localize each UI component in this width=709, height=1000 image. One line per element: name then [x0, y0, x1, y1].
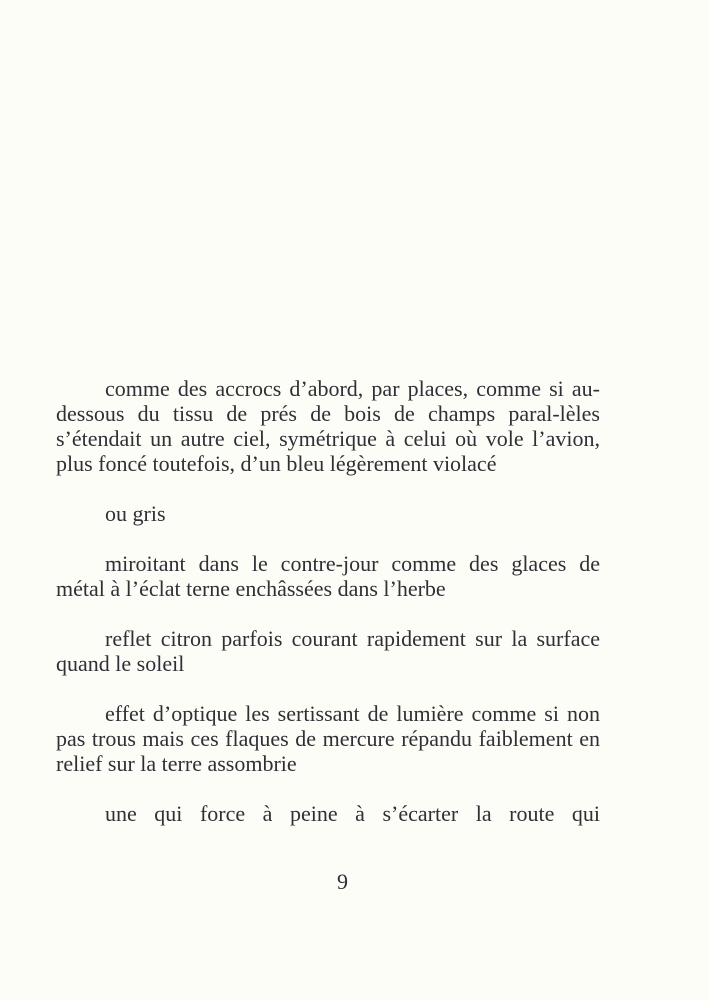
- paragraph-5: effet d’optique les sertissant de lumière comme si non pas trous mais ces flaques de mercure répandu faiblement en relief sur la terre assombrie: [56, 701, 600, 776]
- paragraph-3: miroitant dans le contre-jour comme des glaces de métal à l’éclat terne enchâssées dans l’herbe: [56, 551, 600, 601]
- page-number: 9: [337, 869, 348, 894]
- paragraph-4: reflet citron parfois courant rapidement sur la surface quand le soleil: [56, 626, 600, 676]
- paragraph-2: ou gris: [105, 501, 166, 526]
- paragraph-1: comme des accrocs d’abord, par places, comme si au-dessous du tissu de prés de bois de champs paral-lèles s’étendait un autre ciel, symétrique à celui où vole l’avion, plus foncé toutefois, d’un bleu légèrement violacé: [56, 376, 600, 476]
- body-text: [56, 376, 600, 826]
- paragraph-6: une qui force à peine à s’écarter la route qui: [105, 801, 600, 826]
